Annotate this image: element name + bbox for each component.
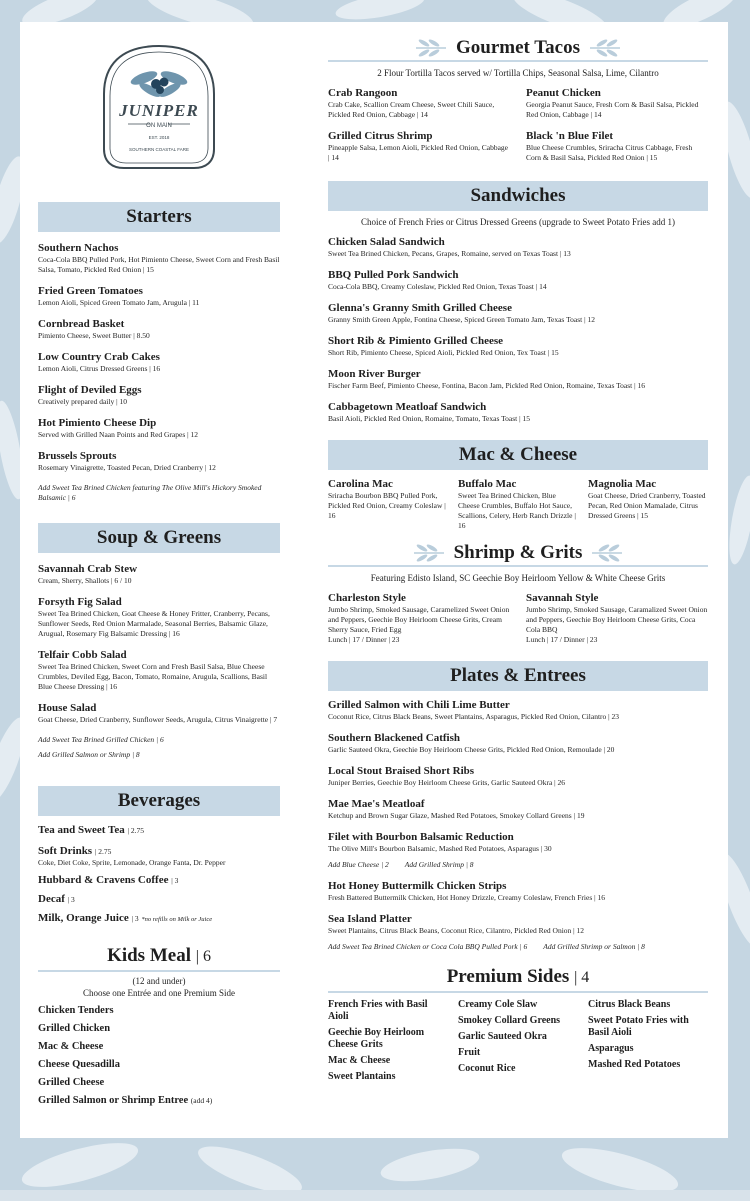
mac-cheese-item (458, 478, 578, 531)
item-price: Lunch | 17 / Dinner | 23 (328, 635, 400, 644)
starter-item (38, 242, 280, 275)
item-name: Telfair Cobb Salad (38, 649, 127, 661)
item-name: Savannah Crab Stew (38, 563, 138, 575)
item-description: Lemon Aioli, Spiced Green Tomato Jam, Arugula | 11 (38, 298, 200, 307)
logo-tagline: SOUTHERN COASTAL FARE (128, 147, 190, 152)
kids-item-salmon-shrimp: Grilled Salmon or Shrimp Entree (add 4) (38, 1095, 213, 1106)
beverages-list (38, 824, 280, 925)
side-item: Fruit (458, 1047, 481, 1058)
item-description: Creatively prepared daily | 10 (38, 397, 127, 406)
right-branch-icon (588, 38, 622, 58)
soup-greens-item (38, 702, 280, 725)
logo-sub: ON MAIN (146, 123, 172, 129)
item-name: Moon River Burger (328, 368, 421, 380)
item-name: Charleston Style (328, 592, 406, 604)
side-item: French Fries with Basil Aioli (328, 999, 428, 1022)
starter-item (38, 384, 280, 407)
item-name: Cabbagetown Meatloaf Sandwich (328, 401, 487, 413)
item-description: Coca-Cola BBQ, Creamy Coleslaw, Pickled Red Onion, Texas Toast | 14 (328, 282, 547, 291)
starter-item (38, 450, 280, 473)
shrimp-grits-item (526, 592, 708, 645)
soup-list (38, 563, 280, 725)
side-item: Mac & Cheese (328, 1055, 391, 1066)
item-name: Southern Nachos (38, 242, 119, 254)
item-description: Crab Cake, Scallion Cream Cheese, Sweet Chili Sauce, Pickled Red Onion, Cabbage | 14 (328, 100, 495, 119)
item-name: Mae Mae's Meatloaf (328, 798, 425, 810)
taco-item (526, 130, 708, 163)
item-description: Served with Grilled Naan Points and Red Grapes | 12 (38, 430, 199, 439)
mac-cheese-item (588, 478, 708, 531)
item-name: Hot Honey Buttermilk Chicken Strips (328, 880, 507, 892)
kids-item: Chicken Tenders (38, 1005, 114, 1016)
side-item: Garlic Sauteed Okra (458, 1031, 547, 1042)
starters-addon: Add Sweet Tea Brined Chicken featuring The Olive Mill's Hickory Smoked Balsamic | 6 (38, 483, 262, 502)
item-name: Glenna's Granny Smith Grilled Cheese (328, 302, 512, 314)
mac-grid (328, 468, 708, 531)
sandwich-item (328, 368, 708, 391)
item-description: Coconut Rice, Citrus Black Beans, Sweet Plantains, Asparagus, Pickled Red Onion, Cilantro | 23 (328, 712, 620, 721)
grits-grid (328, 582, 708, 645)
starter-item (38, 285, 280, 308)
addon-text: Add Blue Cheese | 2 (328, 860, 389, 869)
item-description: Sriracha Bourbon BBQ Pulled Pork, Pickled Red Onion, Creamy Coleslaw | 16 (328, 491, 446, 520)
side-item: Asparagus (588, 1043, 634, 1054)
item-name: Grilled Salmon with Chili Lime Butter (328, 699, 510, 711)
item-name: Chicken Salad Sandwich (328, 236, 445, 248)
right-column (328, 36, 708, 1083)
item-name: Hot Pimiento Cheese Dip (38, 417, 157, 429)
item-name: Brussels Sprouts (38, 450, 117, 462)
item-description: Fischer Farm Beef, Pimiento Cheese, Fontina, Bacon Jam, Pickled Red Onion, Romaine, Texas Toast | 16 (328, 381, 646, 390)
side-item: Coconut Rice (458, 1063, 516, 1074)
left-branch-icon (412, 543, 446, 563)
shrimp-grits-item (328, 592, 510, 645)
item-description: Jumbo Shrimp, Smoked Sausage, Caramalized Sweet Onion and Peppers, Geechie Boy Heirloom Cheese Grits, Coca Cola BBQ (526, 605, 708, 634)
kids-item: Mac & Cheese (38, 1041, 104, 1052)
item-description: Coca-Cola BBQ Pulled Pork, Hot Pimiento Cheese, Sweet Corn and Fresh Basil Salsa, Tomato, Pickled Red Onion | 15 (38, 255, 280, 274)
item-price: Lunch | 17 / Dinner | 23 (526, 635, 598, 644)
plates-list (328, 699, 708, 952)
kids-meal-heading: Kids Meal | 6 (38, 943, 280, 972)
item-name: Filet with Bourbon Balsamic Reduction (328, 831, 514, 843)
sandwich-item (328, 401, 708, 424)
item-description: Sweet Tea Brined Chicken, Goat Cheese & Honey Fritter, Cranberry, Pecans, Sunflower Seeds, Red Onion Marmalade, Seasonal Berries, Balsamic Glaze, Arugual, Rosemary Fig Balsamic Dressing | 16 (38, 609, 270, 638)
item-name: Local Stout Braised Short Ribs (328, 765, 475, 777)
beverage-soft-drinks: Soft Drinks | 2.75 (38, 845, 112, 857)
premium-sides-heading: Premium Sides | 4 (328, 964, 708, 993)
kids-item: Grilled Cheese (38, 1077, 105, 1088)
item-description: Goat Cheese, Dried Cranberry, Sunflower Seeds, Arugula, Citrus Vinaigrette | 7 (38, 715, 278, 724)
side-item: Mashed Red Potatoes (588, 1059, 681, 1070)
item-name: Crab Rangoon (328, 87, 398, 99)
grits-note: Featuring Edisto Island, SC Geechie Boy Heirloom Yellow & White Cheese Grits (370, 573, 666, 583)
item-name: Short Rib & Pimiento Grilled Cheese (328, 335, 504, 347)
starter-item (38, 417, 280, 440)
item-name: BBQ Pulled Pork Sandwich (328, 269, 459, 281)
item-description: Rosemary Vinaigrette, Toasted Pecan, Dried Cranberry | 12 (38, 463, 216, 472)
item-description: Garlic Sauteed Okra, Geechie Boy Heirloom Cheese Grits, Pickled Red Onion, Remoulade | 20 (328, 745, 615, 754)
item-name: Forsyth Fig Salad (38, 596, 122, 608)
item-name: Carolina Mac (328, 478, 393, 490)
entree-item (328, 831, 708, 870)
entree-item (328, 765, 708, 788)
item-name: House Salad (38, 702, 97, 714)
gourmet-tacos-heading: Gourmet Tacos (328, 36, 708, 62)
kids-age: (12 and under) (132, 976, 186, 986)
sandwich-item (328, 269, 708, 292)
bottom-strip (0, 1190, 750, 1201)
entree-addons (328, 942, 708, 952)
item-name: Flight of Deviled Eggs (38, 384, 142, 396)
taco-item (328, 130, 510, 163)
entree-addons (328, 860, 708, 870)
sides-column-2 (458, 995, 578, 1083)
soup-greens-item (38, 563, 280, 586)
tacos-grid (328, 77, 708, 163)
entree-item (328, 699, 708, 722)
item-description: Juniper Berries, Geechie Boy Heirloom Cheese Grits, Garlic Sauteed Okra | 26 (328, 778, 566, 787)
item-description: Pimiento Cheese, Sweet Butter | 8.50 (38, 331, 150, 340)
soup-addon-chicken: Add Sweet Tea Brined Grilled Chicken | 6 (38, 735, 164, 744)
item-description: Ketchup and Brown Sugar Glaze, Mashed Red Potatoes, Smokey Collard Greens | 19 (328, 811, 585, 820)
item-name: Peanut Chicken (526, 87, 601, 99)
soup-greens-item (38, 596, 280, 639)
item-name: Southern Blackened Catfish (328, 732, 461, 744)
shrimp-grits-heading: Shrimp & Grits (328, 541, 708, 567)
item-description: Jumbo Shrimp, Smoked Sausage, Caramelized Sweet Onion and Peppers, Geechie Boy Heirloom Cheese Grits, Cream Sherry Sauce, Fried Egg (328, 605, 510, 634)
tacos-note: 2 Flour Tortilla Tacos served w/ Tortilla Chips, Seasonal Salsa, Lime, Cilantro (377, 68, 659, 78)
side-item: Sweet Plantains (328, 1071, 396, 1082)
side-item: Creamy Cole Slaw (458, 999, 538, 1010)
soup-addon-salmon: Add Grilled Salmon or Shrimp | 8 (38, 750, 140, 759)
mac-cheese-item (328, 478, 448, 531)
item-name: Magnolia Mac (588, 478, 657, 490)
premium-sides-grid (328, 995, 708, 1083)
sandwich-list (328, 236, 708, 424)
left-column (38, 44, 280, 1107)
addon-text: Add Sweet Tea Brined Chicken or Coca Cola BBQ Pulled Pork | 6 (328, 942, 528, 951)
soup-greens-item (38, 649, 280, 692)
side-item: Smokey Collard Greens (458, 1015, 561, 1026)
sandwiches-note: Choice of French Fries or Citrus Dressed Greens (upgrade to Sweet Potato Fries add 1) (361, 217, 675, 227)
entree-item (328, 913, 708, 952)
soup-greens-heading: Soup & Greens (38, 523, 280, 553)
sides-column-3 (588, 995, 708, 1083)
starters-heading: Starters (38, 202, 280, 232)
right-branch-icon (590, 543, 624, 563)
side-item: Geechie Boy Heirloom Cheese Grits (328, 1027, 425, 1050)
starters-list (38, 242, 280, 473)
plates-entrees-heading: Plates & Entrees (328, 661, 708, 691)
beverage-tea: Tea and Sweet Tea | 2.75 (38, 824, 144, 836)
kids-list (38, 1004, 280, 1107)
item-description: Sweet Tea Brined Chicken, Sweet Corn and Fresh Basil Salsa, Blue Cheese Crumbles, Deviled Egg, Bacon, Tomato, Romaine, Arugula, Scallions, Basil Blue Cheese Dressing | 16 (38, 662, 268, 691)
logo-est: EST. 2018 (148, 135, 170, 140)
item-name: Fried Green Tomatoes (38, 285, 143, 297)
item-description: Granny Smith Green Apple, Fontina Cheese, Spiced Green Tomato Jam, Texas Toast | 12 (328, 315, 595, 324)
beverage-decaf: Decaf | 3 (38, 893, 75, 905)
kids-item: Cheese Quesadilla (38, 1059, 120, 1070)
sandwiches-heading: Sandwiches (328, 181, 708, 211)
sides-column-1 (328, 995, 448, 1083)
taco-item (526, 87, 708, 120)
item-name: Cornbread Basket (38, 318, 125, 330)
sandwich-item (328, 302, 708, 325)
item-name: Sea Island Platter (328, 913, 412, 925)
item-description: Short Rib, Pimiento Cheese, Spiced Aioli, Pickled Red Onion, Tex Toast | 15 (328, 348, 559, 357)
beverages-heading: Beverages (38, 786, 280, 816)
item-name: Savannah Style (526, 592, 599, 604)
item-description: Georgia Peanut Sauce, Fresh Corn & Basil Salsa, Pickled Red Onion, Cabbage | 14 (526, 100, 699, 119)
left-branch-icon (414, 38, 448, 58)
item-description: Sweet Tea Brined Chicken, Pecans, Grapes, Romaine, served on Texas Toast | 13 (328, 249, 571, 258)
logo-name: JUNIPER (119, 101, 199, 120)
item-description: Lemon Aioli, Citrus Dressed Greens | 16 (38, 364, 161, 373)
beverage-milk-juice: Milk, Orange Juice | 3 *no refills on Milk or Juice (38, 912, 213, 924)
taco-item (328, 87, 510, 120)
item-name: Buffalo Mac (458, 478, 517, 490)
side-item: Sweet Potato Fries with Basil Aioli (588, 1015, 689, 1038)
item-description: Pineapple Salsa, Lemon Aioli, Pickled Red Onion, Cabbage | 14 (328, 143, 508, 162)
starter-item (38, 318, 280, 341)
juniper-logo (38, 44, 280, 184)
kids-note: Choose one Entrée and one Premium Side (83, 988, 235, 998)
item-description: Fresh Battered Buttermilk Chicken, Hot Honey Drizzle, Creamy Coleslaw, French Fries | 16 (328, 893, 605, 902)
entree-item (328, 798, 708, 821)
item-description: The Olive Mill's Bourbon Balsamic, Mashed Red Potatoes, Asparagus | 30 (328, 844, 552, 853)
starter-item (38, 351, 280, 374)
mac-cheese-heading: Mac & Cheese (328, 440, 708, 470)
side-item: Citrus Black Beans (588, 999, 671, 1010)
entree-item (328, 732, 708, 755)
item-description: Sweet Plantains, Citrus Black Beans, Coconut Rice, Cilantro, Pickled Red Onion | 12 (328, 926, 585, 935)
item-description: Blue Cheese Crumbles, Sriracha Citrus Cabbage, Fresh Corn & Basil Salsa, Pickled Red Onion | 15 (526, 143, 693, 162)
beverage-coffee: Hubbard & Cravens Coffee | 3 (38, 874, 179, 886)
entree-item (328, 880, 708, 903)
item-name: Grilled Citrus Shrimp (328, 130, 433, 142)
item-description: Basil Aioli, Pickled Red Onion, Romaine, Tomato, Texas Toast | 15 (328, 414, 530, 423)
kids-item: Grilled Chicken (38, 1023, 111, 1034)
item-description: Goat Cheese, Dried Cranberry, Toasted Pecan, Red Onion Mamalade, Citrus Dressed Greens | 15 (588, 491, 706, 520)
item-description: Cream, Sherry, Shallots | 6 / 10 (38, 576, 132, 585)
sandwich-item (328, 335, 708, 358)
addon-text: Add Grilled Shrimp or Salmon | 8 (543, 942, 645, 951)
addon-text: Add Grilled Shrimp | 8 (404, 860, 474, 869)
sandwich-item (328, 236, 708, 259)
item-description: Sweet Tea Brined Chicken, Blue Cheese Crumbles, Buffalo Hot Sauce, Scallions, Celery, Herb Ranch Drizzle | 16 (458, 491, 576, 530)
beverage-soft-drinks-desc: Coke, Diet Coke, Sprite, Lemonade, Orange Fanta, Dr. Pepper (38, 858, 226, 867)
item-name: Black 'n Blue Filet (526, 130, 614, 142)
item-name: Low Country Crab Cakes (38, 351, 160, 363)
